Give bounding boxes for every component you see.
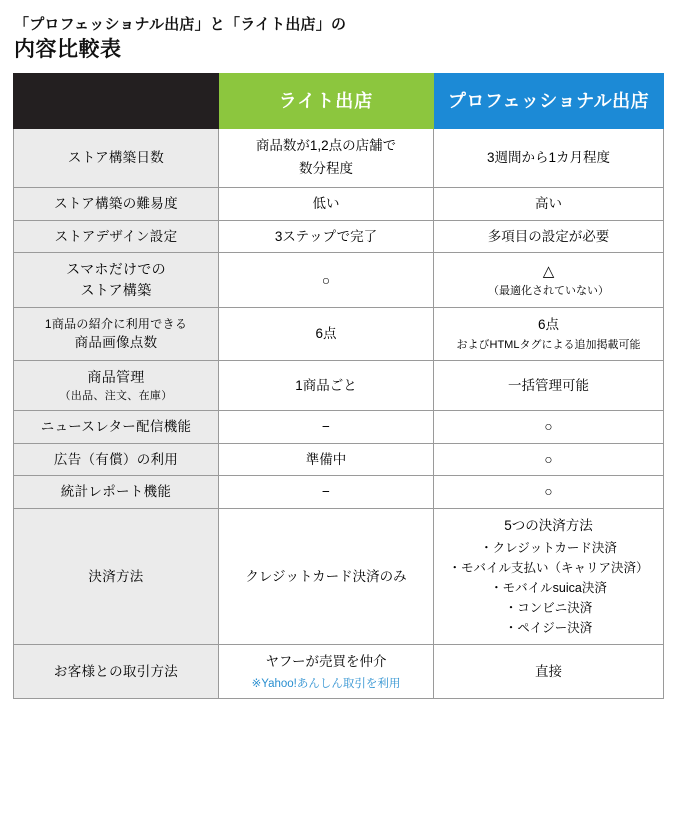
page-title-line1: 「プロフェッショナル出店」と「ライト出店」の [14,16,347,33]
cell-light-build-days-line1: 商品数が1,2点の店舗で [255,138,397,154]
cell-pro-payment-item: ・コンビニ決済 [504,600,593,615]
cell-light-build-difficulty: 低い [219,188,434,221]
row-label-image-count [14,308,219,360]
table-body [14,129,664,699]
cell-pro-image-count [434,308,664,360]
table-row [14,360,664,411]
row-label-newsletter: ニュースレター配信機能 [14,411,219,444]
table-row [14,443,664,476]
cell-pro-design-setting: 多項目の設定が必要 [434,220,664,253]
cell-pro-image-count-note: およびHTMLタグによる追加掲載可能 [456,339,641,352]
cell-pro-advertising: ○ [434,443,664,476]
table-header-row [14,74,664,129]
cell-pro-smartphone-build-note: （最適化されていない） [488,284,609,297]
cell-pro-statistics-report: ○ [434,476,664,509]
row-label-product-management-line1: 商品管理 [87,368,145,385]
cell-light-transaction-main: ヤフーが売買を仲介 [265,653,387,669]
cell-light-build-days [219,129,434,188]
cell-light-product-management: 1商品ごと [219,360,434,411]
cell-light-image-count: 6点 [219,308,434,360]
cell-light-design-setting: 3ステップで完了 [219,220,434,253]
row-label-design-setting: ストアデザイン設定 [14,220,219,253]
row-label-advertising: 広告（有償）の利用 [14,443,219,476]
cell-light-build-days-line2: 数分程度 [299,161,353,177]
table-row [14,411,664,444]
row-label-statistics-report: 統計レポート機能 [14,476,219,509]
cell-light-smartphone-build: ○ [219,253,434,308]
column-header-pro: プロフェッショナル出店 [434,74,664,129]
cell-light-transaction-note: ※Yahoo!あんしん取引を利用 [251,677,401,690]
row-label-product-management [14,360,219,411]
cell-pro-payment-item: ・モバイル支払い（キャリア決済） [448,560,649,575]
row-label-smartphone-build [14,253,219,308]
table-header [14,74,664,129]
table-row [14,508,664,644]
table-row [14,476,664,509]
row-label-smartphone-build-line1: スマホだけでの [66,261,166,278]
page-title [14,14,662,63]
cell-pro-build-difficulty: 高い [434,188,664,221]
table-corner-cell [14,74,219,129]
cell-pro-build-days: 3週間から1カ月程度 [434,129,664,188]
cell-pro-product-management: 一括管理可能 [434,360,664,411]
cell-light-advertising: 準備中 [219,443,434,476]
table-row [14,188,664,221]
cell-pro-payment-item: ・モバイルsuica決済 [490,580,607,595]
row-label-image-count-line1: 1商品の紹介に利用できる [44,316,188,331]
row-label-transaction-method: お客様との取引方法 [14,644,219,699]
cell-pro-payment-item: ・クレジットカード決済 [480,540,617,555]
row-label-build-days: ストア構築日数 [14,129,219,188]
cell-pro-image-count-main: 6点 [537,317,559,333]
row-label-product-management-line2: （出品、注文、在庫） [59,389,173,402]
cell-pro-payment-item: ・ペイジー決済 [504,620,593,635]
cell-light-statistics-report: − [219,476,434,509]
table-row [14,308,664,360]
cell-pro-payment-head: 5つの決済方法 [504,517,593,533]
cell-pro-smartphone-build [434,253,664,308]
row-label-build-difficulty: ストア構築の難易度 [14,188,219,221]
cell-light-transaction-method [219,644,434,699]
row-label-smartphone-build-line2: ストア構築 [80,282,152,299]
cell-light-payment-methods: クレジットカード決済のみ [219,508,434,644]
cell-pro-payment-methods [434,508,664,644]
cell-pro-transaction-method: 直接 [434,644,664,699]
cell-pro-newsletter: ○ [434,411,664,444]
column-header-light: ライト出店 [219,74,434,129]
table-row [14,129,664,188]
row-label-payment-methods: 決済方法 [14,508,219,644]
page-title-line2: 内容比較表 [14,38,122,61]
table-row [14,644,664,699]
table-row [14,253,664,308]
cell-light-newsletter: − [219,411,434,444]
table-row [14,220,664,253]
row-label-image-count-line2: 商品画像点数 [74,334,158,350]
cell-pro-smartphone-build-mark: △ [542,263,555,281]
comparison-table [13,73,664,699]
